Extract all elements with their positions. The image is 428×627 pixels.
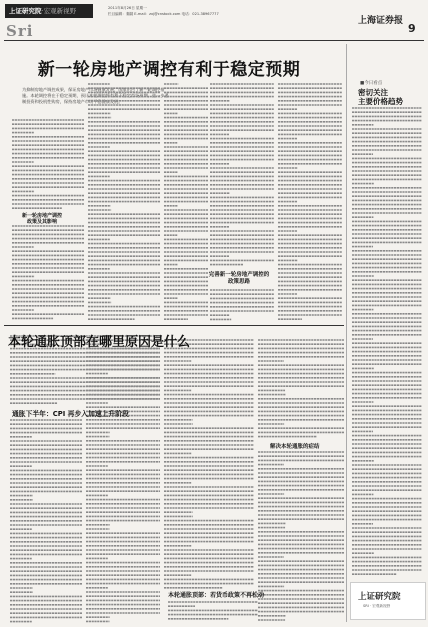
section-sub: ·宏观新视野 [41, 7, 77, 15]
right-headline-line1: 密切关注 [358, 88, 388, 97]
right-headline-line2: 主要价格趋势 [358, 97, 403, 106]
column-logo-sub: SRI · 宏观新视野 [363, 604, 391, 608]
article1-subhead-left: 新一轮房地产调控政策及其影响 [22, 213, 63, 225]
page-number: 9 [408, 22, 416, 35]
article2-subhead: 通胀下半年：CPI 再步入加速上升阶段 [12, 410, 129, 418]
article1-lead: 为抑制房地产调控成果，保证房地产市场健康发展，国家出台了新一轮调控措施。本轮调控将在于稳定预期，预计本轮调控将有利于稳定市场预期，进一步遏制投资和投机性购房，保持房地产市场平稳健康发展。 [22, 87, 169, 104]
column-rule [346, 44, 347, 622]
article1-subhead-mid: 完善新一轮房地产调控的政策思路 [208, 272, 270, 285]
newspaper-brand: 上海证券报 [358, 16, 404, 26]
section-latin: Sri [6, 22, 34, 40]
article2-subhead-3: 本轮通胀顶部：若货币政策不再松动 [168, 592, 265, 599]
section-label: 上证研究院 [9, 7, 42, 15]
meta-line-editor: 栏目编辑：秦嗣 E-mail：zxj@cnstock.com 电话：021-38967777 [108, 12, 219, 16]
column-logo-text: 上证研究院 [358, 592, 401, 602]
right-headline [358, 88, 403, 106]
article2-headline: 本轮通胀顶部在哪里原因是什么 [8, 335, 191, 350]
article-divider [4, 325, 344, 326]
article2-subhead-2: 解决本轮通胀的症结 [270, 444, 320, 450]
article1-headline: 新一轮房地产调控有利于稳定预期 [37, 60, 301, 80]
right-kicker: ■今日看点 [360, 81, 383, 86]
meta-line-date: 2011年8月26日 星期一 [108, 6, 147, 10]
